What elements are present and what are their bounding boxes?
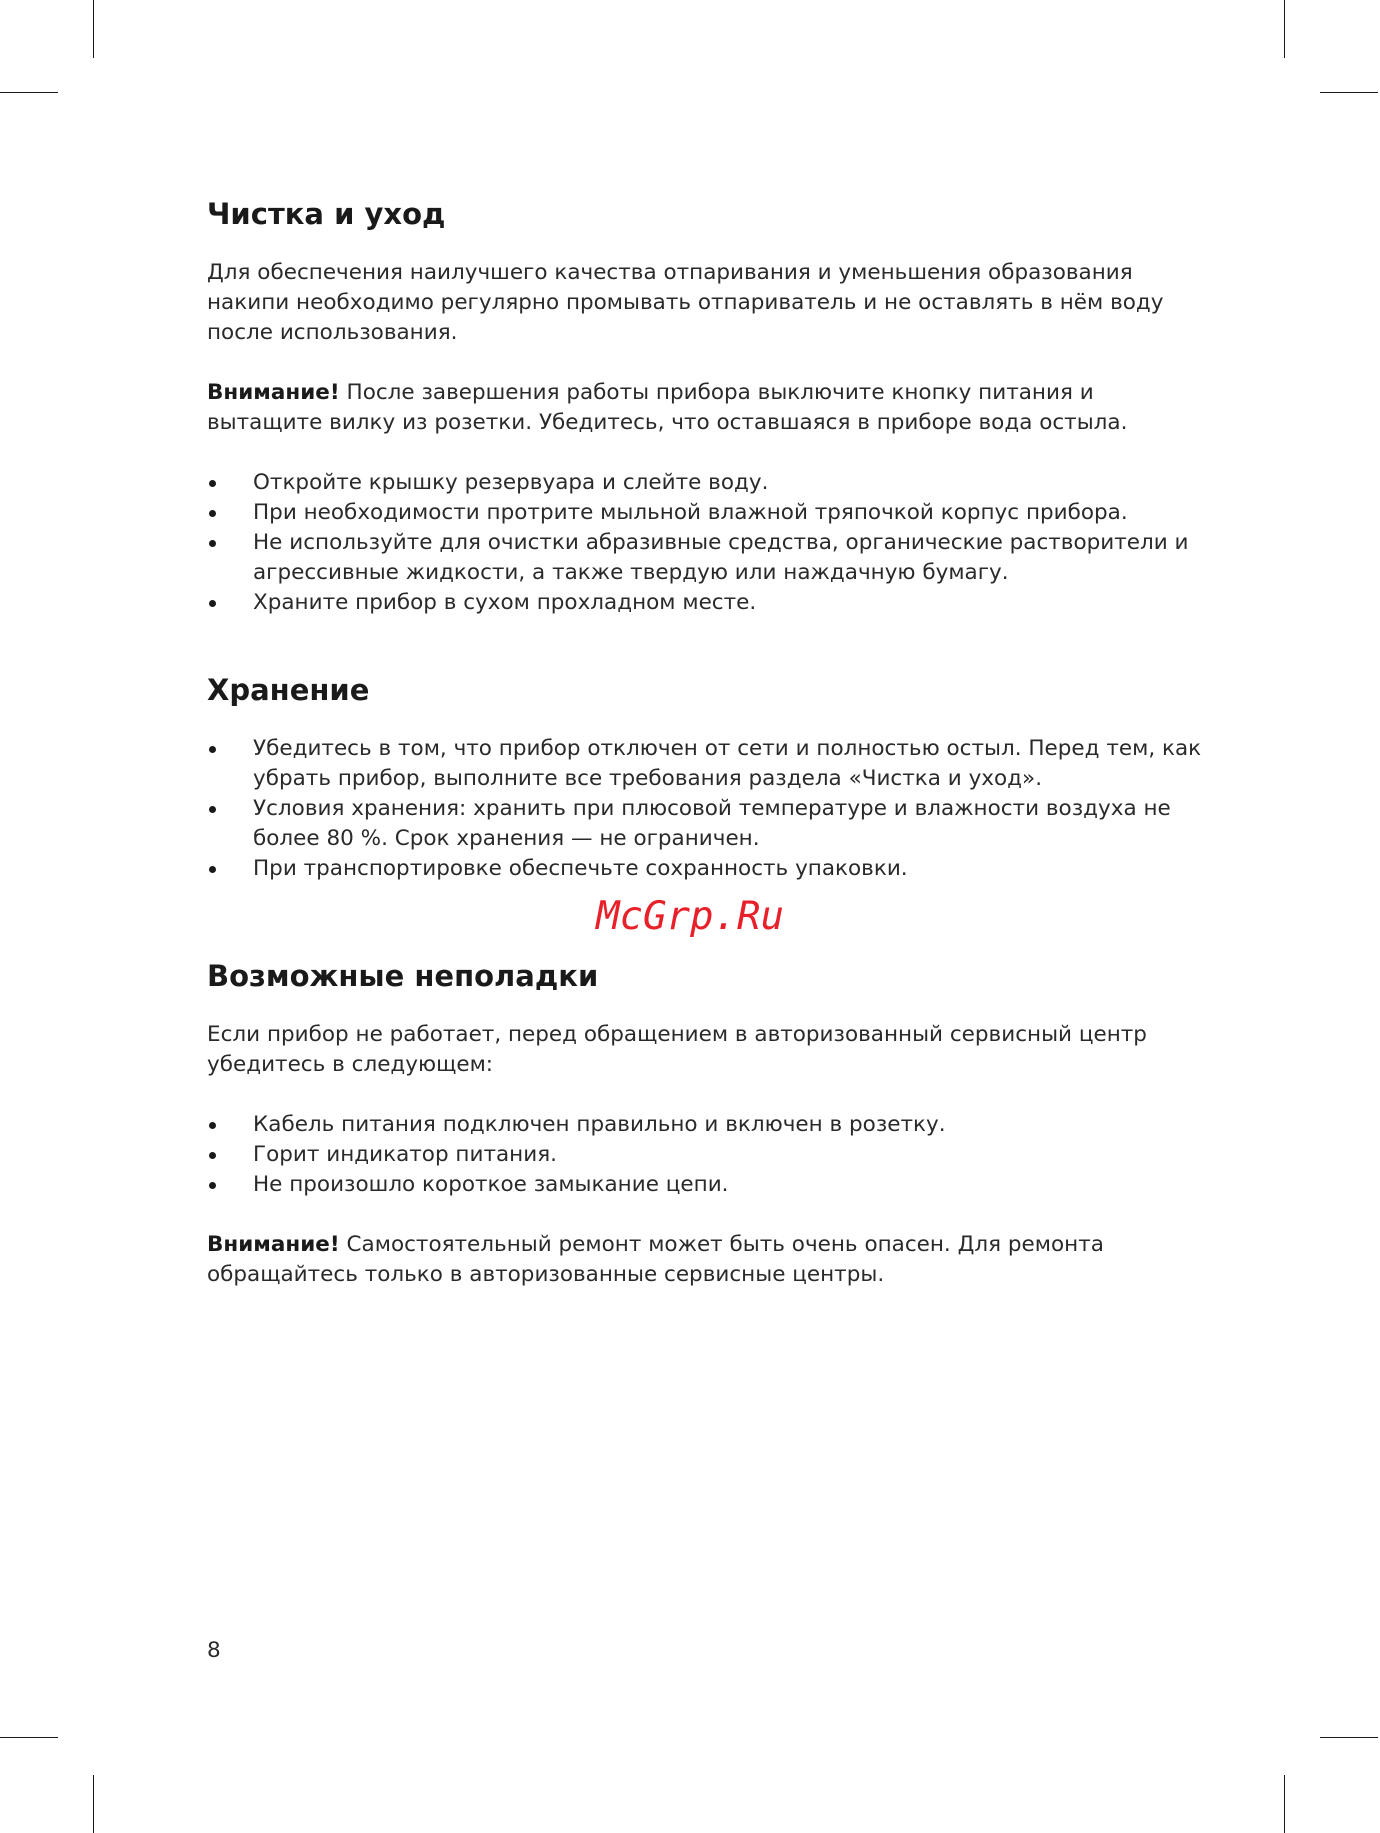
section-title-cleaning: Чистка и уход — [207, 197, 446, 231]
list-item: Условия хранения: хранить при плюсовой температуре и влажности воздуха не более 80 %. Срок хранения — не ограничен. — [207, 794, 1207, 854]
list-item: Убедитесь в том, что прибор отключен от сети и полностью остыл. Перед тем, как убрать прибор, выполните все требования раздела «Чистка и уход». — [207, 734, 1207, 794]
list-item: Кабель питания подключен правильно и включен в розетку. — [207, 1110, 1207, 1140]
section-title-storage: Хранение — [207, 673, 370, 707]
crop-mark-top-right-horizontal — [1320, 92, 1378, 93]
crop-mark-bottom-left-vertical — [93, 1775, 94, 1833]
list-item: Не произошло короткое замыкание цепи. — [207, 1170, 1207, 1200]
list-item: При необходимости протрите мыльной влажной тряпочкой корпус прибора. — [207, 498, 1207, 528]
cleaning-intro: Для обеспечения наилучшего качества отпаривания и уменьшения образования накипи необходимо регулярно промывать отпариватель и не оставлять в нём воду после использования. — [207, 260, 1164, 345]
crop-mark-bottom-left-horizontal — [0, 1737, 58, 1738]
cleaning-list — [207, 468, 1207, 618]
page-number: 8 — [207, 1638, 221, 1663]
troubleshooting-warning — [207, 1230, 1207, 1290]
troubleshooting-intro: Если прибор не работает, перед обращением в авторизованный сервисный центр убедитесь в следующем: — [207, 1022, 1147, 1077]
list-item: Откройте крышку резервуара и слейте воду. — [207, 468, 1207, 498]
cleaning-warning — [207, 378, 1207, 438]
warning-text: Самостоятельный ремонт может быть очень опасен. Для ремонта обращайтесь только в авторизованные сервисные центры. — [207, 1232, 1104, 1287]
watermark-text: McGrp.Ru — [596, 894, 784, 939]
warning-label: Внимание! — [207, 1232, 340, 1257]
section-storage — [207, 672, 1207, 884]
crop-mark-bottom-right-horizontal — [1320, 1737, 1378, 1738]
storage-list — [207, 734, 1207, 884]
warning-text: После завершения работы прибора выключите кнопку питания и вытащите вилку из розетки. Убедитесь, что оставшаяся в приборе вода остыла. — [207, 380, 1128, 435]
troubleshooting-list — [207, 1110, 1207, 1200]
list-item: Храните прибор в сухом прохладном месте. — [207, 588, 1207, 618]
section-troubleshooting — [207, 958, 1207, 1290]
list-item: При транспортировке обеспечьте сохранность упаковки. — [207, 854, 1207, 884]
list-item: Горит индикатор питания. — [207, 1140, 1207, 1170]
crop-mark-top-right-vertical — [1284, 0, 1285, 58]
section-cleaning — [207, 196, 1207, 618]
crop-mark-top-left-horizontal — [0, 92, 58, 93]
crop-mark-bottom-right-vertical — [1284, 1775, 1285, 1833]
list-item: Не используйте для очистки абразивные средства, органические растворители и агрессивные жидкости, а также твердую или наждачную бумагу. — [207, 528, 1207, 588]
section-title-troubleshooting: Возможные неполадки — [207, 959, 599, 993]
warning-label: Внимание! — [207, 380, 340, 405]
page-content — [207, 196, 1207, 1290]
crop-mark-top-left-vertical — [93, 0, 94, 58]
